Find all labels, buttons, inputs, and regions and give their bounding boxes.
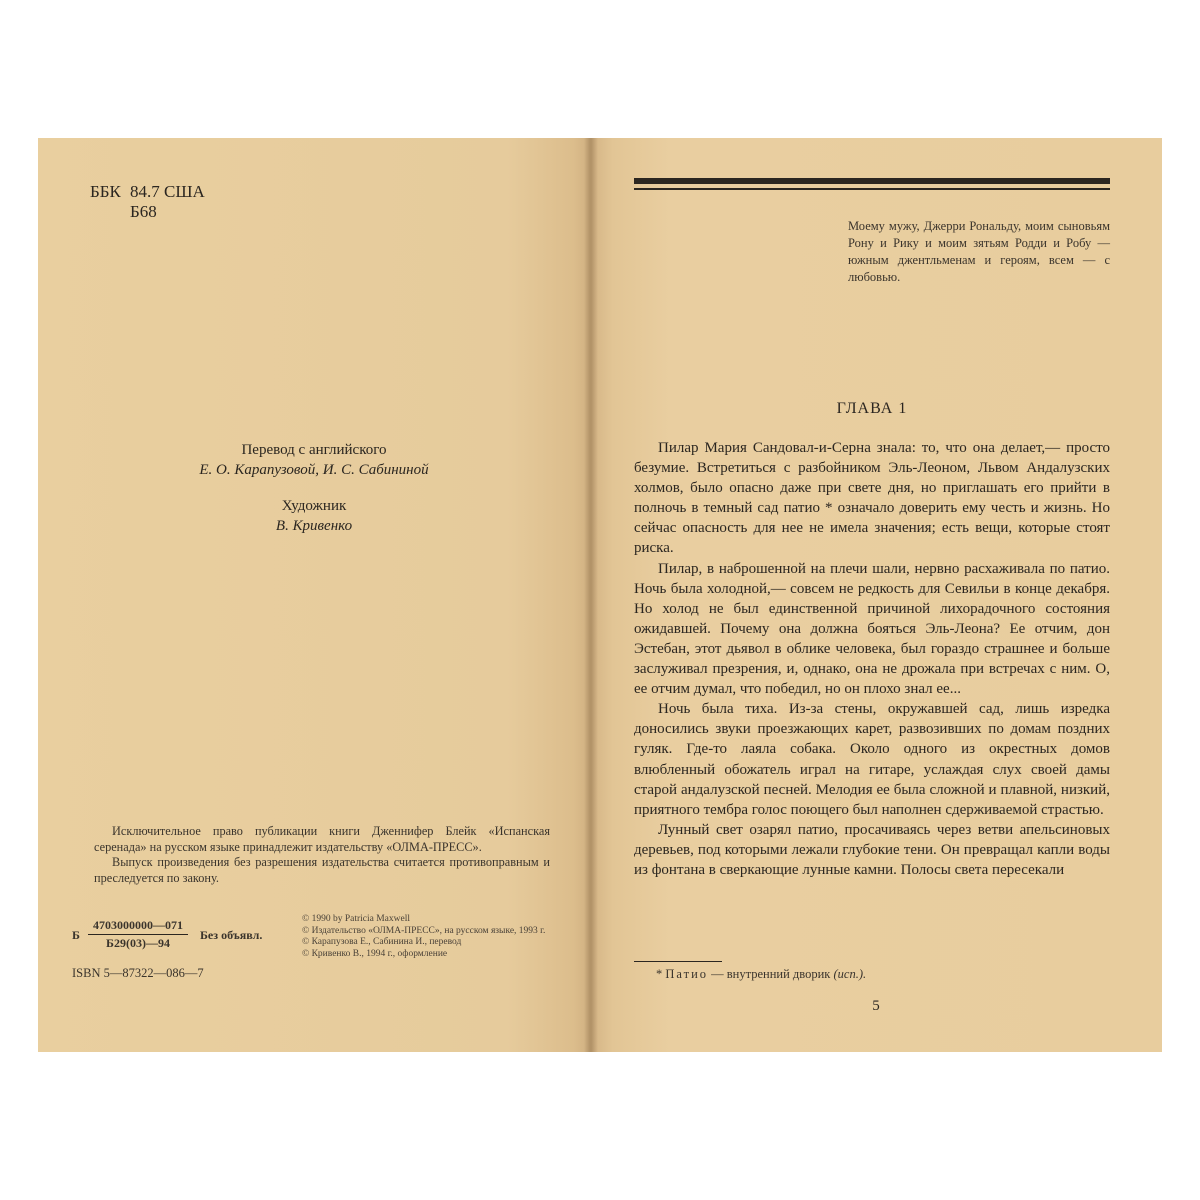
book-gutter [584,138,598,1052]
copyright-line: © Карапузова Е., Сабинина И., перевод [302,937,462,947]
dedication: Моему мужу, Джерри Рональду, моим сыновьям Рону и Рику и моим зятьям Родди и Робу — южным джентльменам и героям, всем — с любовью. [848,219,1110,284]
rights-paragraph: Выпуск произведения без разрешения издательства считается противоправным и преследуется по закону. [94,855,550,885]
left-page [38,138,590,1052]
chapter-text [634,438,1110,880]
header-rule [634,178,1110,184]
book-spread [38,138,1162,1052]
paragraph: Пилар Мария Сандовал-и-Серна знала: то, что она делает,— просто безумие. Встретиться с разбойником Эль-Леоном, Львом Андалузских холмов, было опасно даже при свете дня, но приглашать его прийти в полночь в темный сад патио * означало доверить ему честь и жизнь. Но сейчас опасность для нее не имела значения; есть вещи, которые стоят риска. [634,440,1110,557]
translators: Е. О. Карапузовой, И. С. Сабининой [199,462,429,478]
rights-paragraph: Исключительное право публикации книги Дженнифер Блейк «Испанская серенада» на русском языке принадлежит издательству «ОЛМА-ПРЕСС». [94,824,550,854]
header-rule-thin [634,188,1110,190]
footnote-text: — внутренний дворик [711,967,831,981]
paragraph: Лунный свет озарял патио, просачиваясь через ветви апельсиновых деревьев, под которыми лежали глубокие тени. Он превращал капли воды из фонтана в сверкающие лунные камни. Полосы света пересекали [634,821,1110,878]
imprint-fraction [88,918,188,951]
rights-notice [94,824,550,886]
credits [38,440,590,536]
chapter-title: ГЛАВА 1 [836,400,908,417]
translation-label: Перевод с английского [241,442,387,458]
copyright-line: © 1990 by Patricia Maxwell [302,914,411,924]
imprint-letter: Б [72,928,80,942]
right-page [590,138,1162,1052]
copyright-line: © Издательство «ОЛМА-ПРЕСС», на русском языке, 1993 г. [302,925,546,936]
bbk-classification [90,182,205,222]
artist-label: Художник [281,498,347,514]
imprint-numerator: 4703000000—071 [88,918,188,935]
artist-name: В. Кривенко [275,518,353,534]
isbn: ISBN 5—87322—086—7 [72,966,204,980]
footnote-term: Патио [665,967,709,981]
paragraph: Пилар, в наброшенной на плечи шали, нервно расхаживала по патио. Ночь была холодной,— совсем не редкость для Севильи в конце декабря. Но холод не был единственной причиной лихорадочного состояния ожидавшей. Почему она должна бояться Эль-Леона? Ее отчим, дон Эстебан, этот дьявол в облике человека, был гораздо страшнее и больше заслуживал презрения, и, однако, она не дрожала при встречах с ним. О, ее отчим думал, что победил, но он плохо знал ее... [634,560,1110,698]
bbk-code: 84.7 США [130,182,205,201]
footnote-rule [634,961,722,962]
copyright-line: © Кривенко В., 1994 г., оформление [302,948,448,959]
footnote [656,967,1110,982]
bbk-label: ББК [90,182,121,201]
copyright-list [302,914,552,960]
page-number: 5 [872,998,880,1014]
imprint-free: Без объявл. [200,928,263,942]
footnote-marker: * [656,967,663,981]
paragraph: Ночь была тиха. Из-за стены, окружавшей сад, лишь изредка доносились звуки проезжающих карет, развозивших по домам поздних гуляк. Где-то лаяла собака. Около одного из окрестных домов влюбленный обожатель играл на гитаре, услаждая слух своей дамы старой андалузской песней. Мелодия ее была сложной и плавной, низкий, приятного тембра голос поющего был наполнен сдерживаемой страстью. [634,701,1110,818]
footnote-note: (исп.). [833,967,867,981]
author-mark: Б68 [130,202,157,221]
imprint-denominator: Б29(03)—94 [106,936,170,950]
